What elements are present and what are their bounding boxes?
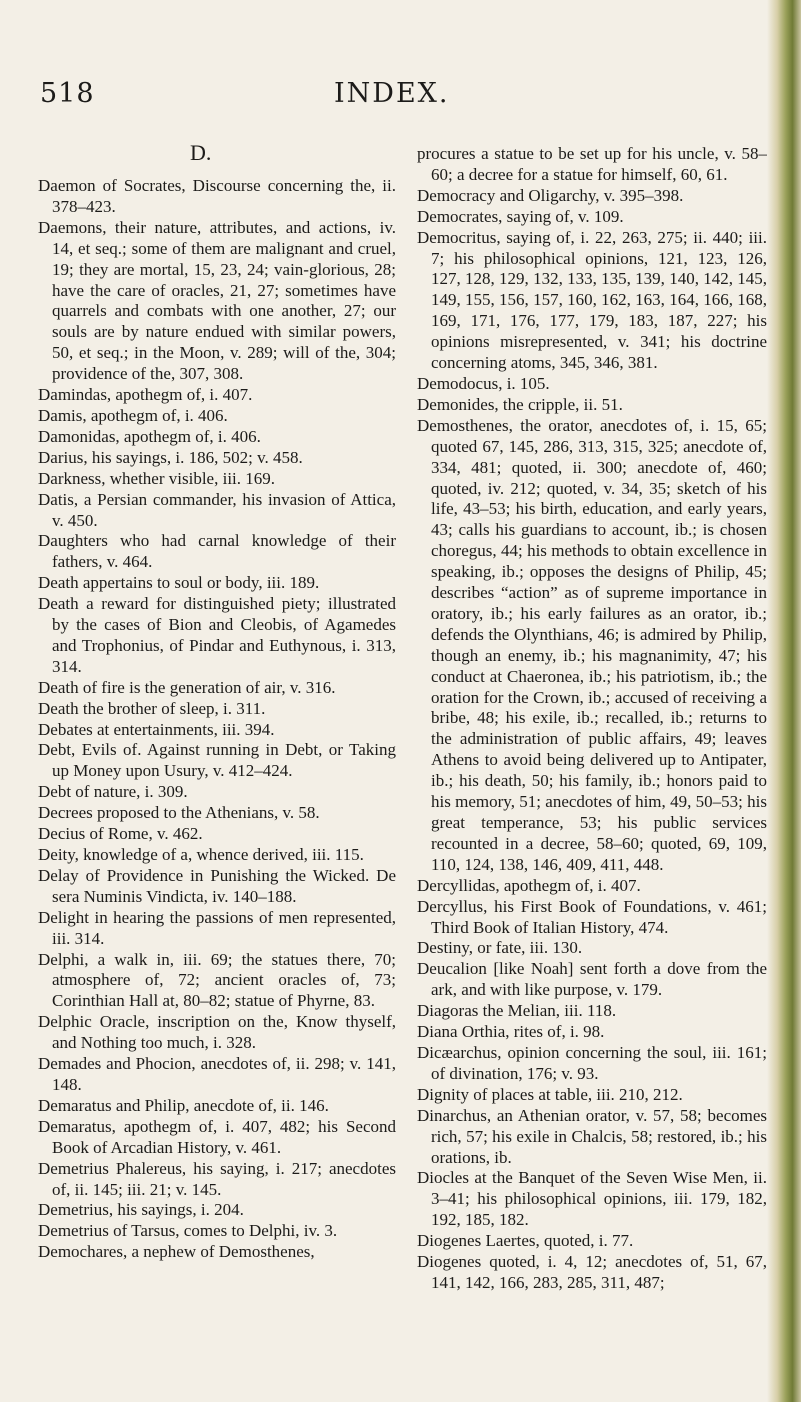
index-entry: Decius of Rome, v. 462. — [38, 824, 203, 844]
index-entry: Deity, knowledge of a, whence derived, iii. 115. — [38, 845, 364, 864]
index-entry: Death of fire is the generation of air, v. 316. — [38, 677, 336, 697]
index-entry: Darkness, whether visible, iii. 169. — [38, 468, 276, 488]
index-entry: Delphic Oracle, inscription on the, Know thyself, and Nothing too much, i. 328. — [38, 1012, 396, 1053]
index-entry: Deucalion [like Noah] sent forth a dove from the ark, and with like purpose, v. 179. — [417, 959, 767, 1000]
index-entry: Democritus, saying of, i. 22, 263, 275; ii. 440; iii. 7; his philosophical opinions, 121, 123, 126, 127, 128, 129, 132, 133, 135, 139, 140, 142, 145, 149, 155, 156, 157, 160, 162, 163, 164, 166, 168, 169, 171, 176, 177, 179, 183, 187, 227; his opinions misrepresented, v. 341; his doctrine concerning atoms, 345, 346, 381. — [417, 227, 767, 373]
index-entry: Debt of nature, i. 309. — [38, 782, 188, 802]
section-letter: D. — [190, 140, 212, 165]
index-entry: Damindas, apothegm of, i. 407. — [38, 385, 253, 405]
index-entry: Demonides, the cripple, ii. 51. — [417, 394, 623, 414]
index-entry: Demades and Phocion, anecdotes of, ii. 298; v. 141, 148. — [38, 1054, 396, 1094]
index-entry: Daughters who had carnal knowledge of their fathers, v. 464. — [38, 531, 396, 572]
index-entry: Demetrius, his sayings, i. 204. — [38, 1200, 244, 1220]
index-entry: Demaratus and Philip, anecdote of, ii. 146. — [38, 1095, 329, 1115]
index-entry: Death a reward for distinguished piety; illustrated by the cases of Bion and Cleobis, of Agamedes and Trophonius, of Pindar and Euthynous, i. 313, 314. — [38, 594, 396, 676]
index-entry: Demochares, a nephew of Demosthenes, — [38, 1242, 315, 1262]
index-entry: Diogenes quoted, i. 4, 12; anecdotes of, 51, 67, 141, 142, 166, 283, 285, 311, 487; — [417, 1252, 767, 1292]
page-edge — [767, 0, 801, 1402]
index-entry: Diocles at the Banquet of the Seven Wise Men, ii. 3–41; his philosophical opinions, iii. 179, 182, 192, 185, 182. — [417, 1168, 767, 1230]
index-entry: Demaratus, apothegm of, i. 407, 482; his Second Book of Arcadian History, v. 461. — [38, 1116, 396, 1157]
index-entry: Demetrius of Tarsus, comes to Delphi, iv. 3. — [38, 1221, 338, 1241]
running-head: INDEX. — [334, 78, 450, 109]
index-entry: Diogenes Laertes, quoted, i. 77. — [417, 1231, 634, 1251]
index-entry: Democrates, saying of, v. 109. — [417, 206, 624, 226]
right-column — [417, 144, 767, 1294]
index-entry: Democracy and Oligarchy, v. 395–398. — [417, 185, 684, 205]
left-column — [38, 176, 396, 1263]
index-entry: Debates at entertainments, iii. 394. — [38, 719, 275, 739]
page-number: 518 — [40, 78, 95, 109]
index-entry: Delay of Providence in Punishing the Wicked. De sera Numinis Vindicta, iv. 140–188. — [38, 865, 396, 906]
index-entry: Dinarchus, an Athenian orator, v. 57, 58; becomes rich, 57; his exile in Chalcis, 58; restored, ib.; his orations, ib. — [417, 1105, 767, 1167]
index-entry: Demetrius Phalereus, his saying, i. 217; anecdotes of, ii. 145; iii. 21; v. 145. — [38, 1158, 396, 1199]
index-entry: Daemons, their nature, attributes, and actions, iv. 14, et seq.; some of them are malignant and cruel, 19; they are mortal, 15, 23, 24; vain-glorious, 28; have the care of oracles, 21, 27; sometimes have quarrels and combats with one another, 27; our souls are by nature endued with similar powers, 50, et seq.; in the Moon, v. 289; will of the, 304; providence of the, 307, 308. — [38, 217, 396, 384]
index-entry: Death appertains to soul or body, iii. 189. — [38, 573, 320, 593]
index-entry: Delight in hearing the passions of men represented, iii. 314. — [38, 907, 396, 948]
index-entry: Diana Orthia, rites of, i. 98. — [417, 1022, 605, 1042]
index-entry: Dicæarchus, opinion concerning the soul, iii. 161; of divination, 176; v. 93. — [417, 1042, 767, 1083]
index-entry: Dercyllidas, apothegm of, i. 407. — [417, 875, 641, 895]
index-entry: Damonidas, apothegm of, i. 406. — [38, 426, 261, 446]
index-entry: Decrees proposed to the Athenians, v. 58. — [38, 803, 320, 823]
index-entry: Damis, apothegm of, i. 406. — [38, 405, 228, 425]
index-entry: Dercyllus, his First Book of Foundations, v. 461; Third Book of Italian History, 474. — [417, 896, 767, 937]
index-entry: Dignity of places at table, iii. 210, 212. — [417, 1084, 683, 1104]
index-entry: Daemon of Socrates, Discourse concerning the, ii. 378–423. — [38, 176, 396, 216]
index-entry: Death the brother of sleep, i. 311. — [38, 698, 266, 718]
index-entry: Darius, his sayings, i. 186, 502; v. 458. — [38, 447, 303, 467]
index-entry: Demosthenes, the orator, anecdotes of, i. 15, 65; quoted 67, 145, 286, 313, 315, 325; anecdote of, 334, 481; quoted, ii. 300; anecdote of, 460; quoted, iv. 212; quoted, v. 34, 35; sketch of his life, 43–53; his birth, education, and early years, 43; calls his guardians to account, ib.; is chosen choregus, 44; his methods to obtain excellence in speaking, ib.; opposes the designs of Philip, 45; describes “action” as of supreme importance in oratory, ib.; his early failures as an orator, ib.; defends the Olynthians, 46; is admired by Philip, though an enemy, ib.; his magnanimity, 47; his conduct at Chaeronea, ib.; his patriotism, ib.; the oration for the Crown, ib.; accused of receiving a bribe, 48; his exile, ib.; recalled, ib.; returns to the administration of public affairs, 49; leaves Athens to avoid being delivered up to Antipater, ib.; his death, 50; his family, ib.; honors paid to his memory, 51; anecdotes of him, 49, 50–53; his great temperance, 53; his public services recounted in a decree, 58–60; quoted, 69, 109, 110, 124, 138, 146, 409, 411, 448. — [417, 415, 767, 874]
index-entry: Destiny, or fate, iii. 130. — [417, 938, 583, 958]
page-header — [0, 74, 801, 114]
index-entry: Demodocus, i. 105. — [417, 373, 550, 393]
index-entry: Delphi, a walk in, iii. 69; the statues there, 70; atmosphere of, 72; ancient oracles of, 73; Corinthian Hall at, 80–82; statue of Phyrne, 83. — [38, 949, 396, 1011]
index-entry: Datis, a Persian commander, his invasion of Attica, v. 450. — [38, 489, 396, 530]
index-entry: procures a statue to be set up for his uncle, v. 58–60; a decree for a statue for himself, 60, 61. — [417, 144, 767, 184]
index-entry: Diagoras the Melian, iii. 118. — [417, 1001, 617, 1021]
index-entry: Debt, Evils of. Against running in Debt, or Taking up Money upon Usury, v. 412–424. — [38, 740, 396, 781]
